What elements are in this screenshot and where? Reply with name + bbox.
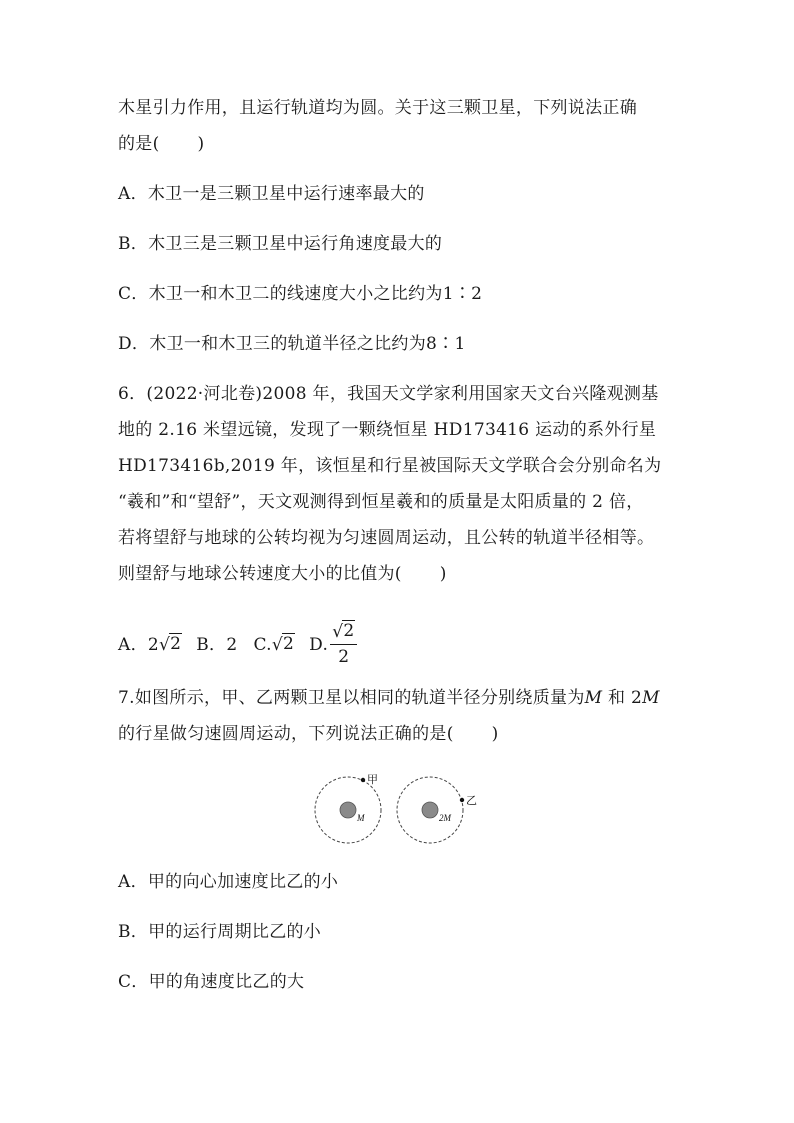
q6-text-line4: “羲和”和“望舒”，天文观测得到恒星羲和的质量是太阳质量的 2 倍， — [118, 492, 644, 512]
q5-option-a: A．木卫一是三颗卫星中运行速率最大的 — [118, 184, 425, 204]
label-2M: 2M — [439, 813, 451, 823]
q6-stem-end: 则望舒与地球公转速度大小的比值为( — [118, 564, 402, 584]
q7-option-a: A．甲的向心加速度比乙的小 — [118, 872, 339, 892]
q6-text-line2: 地的 2.16 米望远镜，发现了一颗绕恒星 HD173416 运动的系外行星 — [118, 420, 657, 440]
q6-text-line1: 6．(2022·河北卷)2008 年，我国天文学家利用国家天文台兴隆观测基 — [118, 384, 659, 404]
label-jia: 甲 — [367, 774, 378, 786]
label-yi: 乙 — [466, 795, 477, 807]
q6-options — [118, 620, 357, 669]
mass-symbol: M — [642, 688, 660, 708]
q5-paren-close: ) — [197, 134, 205, 154]
q5-stem-end: 的是( — [118, 134, 160, 154]
q6-option-a: A．2 √ 2 — [118, 633, 182, 655]
q7-option-b: B．甲的运行周期比乙的小 — [118, 922, 322, 942]
q7-option-c: C．甲的角速度比乙的大 — [118, 972, 305, 992]
q5-option-b: B．木卫三是三颗卫星中运行角速度最大的 — [118, 234, 443, 254]
q6-option-c: C. √ 2 — [253, 633, 295, 655]
q5-option-c: C．木卫一和木卫二的线速度大小之比约为1∶2 — [118, 284, 483, 304]
planet-left — [340, 802, 356, 818]
label-M: M — [357, 813, 365, 823]
orbit-diagram — [310, 766, 490, 850]
q7-text-line2: 的行星做匀速圆周运动，下列说法正确的是( ) — [118, 724, 499, 744]
q5-text-line2 — [118, 132, 204, 156]
q6-option-d: D. √ 2 2 — [309, 620, 357, 669]
q5-option-d: D．木卫一和木卫三的轨道半径之比约为8∶1 — [118, 334, 466, 354]
sqrt-symbol: √ 2 — [271, 633, 295, 655]
sqrt-symbol: √ 2 — [159, 633, 182, 655]
q6-text-line3: HD173416b,2019 年，该恒星和行星被国际天文学联合会分别命名为 — [118, 456, 662, 476]
q6-paren-close: ) — [439, 564, 447, 584]
planet-right — [422, 802, 438, 818]
mass-symbol: M — [584, 688, 603, 708]
q6-text-line6 — [118, 562, 447, 586]
satellite-jia — [361, 778, 365, 782]
q7-text-line1: 7.如图所示，甲、乙两颗卫星以相同的轨道半径分别绕质量为M 和 2M — [118, 688, 660, 708]
satellite-yi — [460, 798, 464, 802]
fraction: √ 2 2 — [330, 620, 357, 669]
q6-text-line5: 若将望舒与地球的公转均视为匀速圆周运动，且公转的轨道半径相等。 — [118, 528, 655, 548]
q6-option-b: B．2 — [196, 634, 238, 655]
q5-text-line1: 木星引力作用，且运行轨道均为圆。关于这三颗卫星，下列说法正确 — [118, 98, 637, 118]
